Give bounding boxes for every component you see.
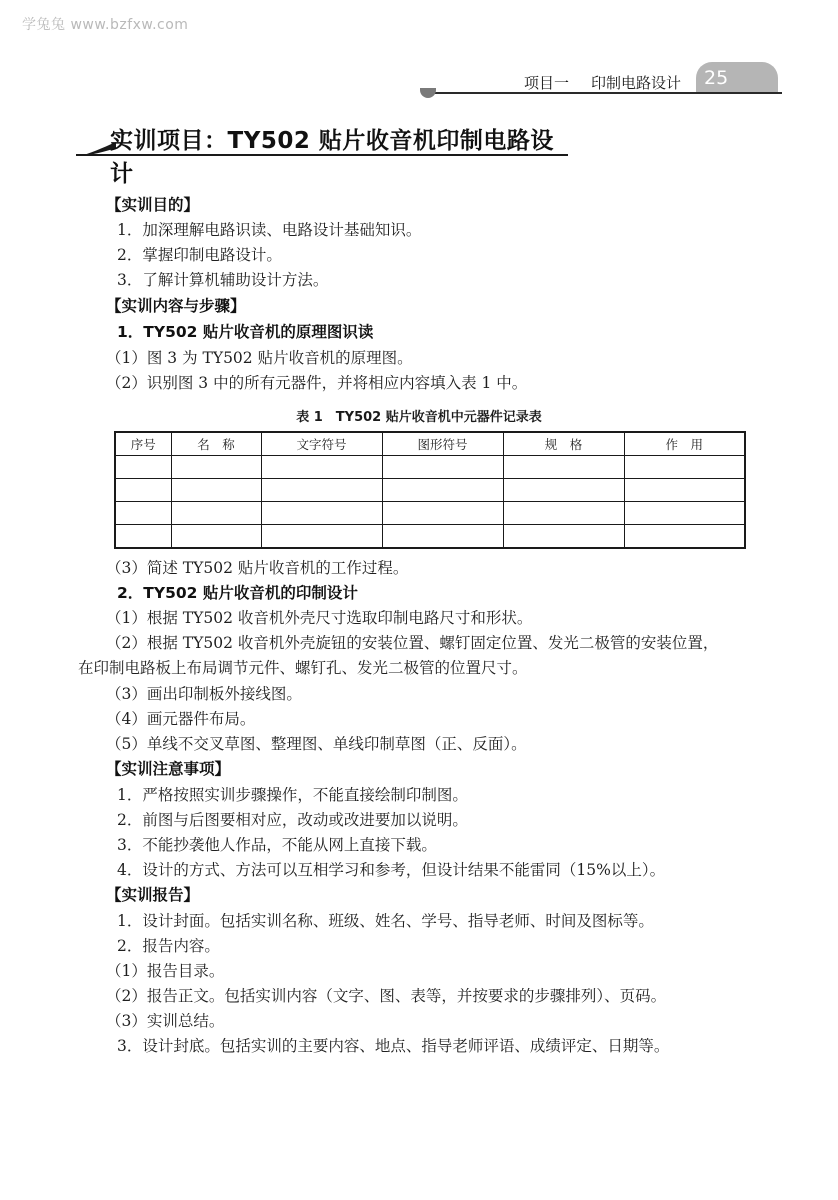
table-cell[interactable] <box>115 525 171 549</box>
table-row <box>115 502 745 525</box>
page-number-badge: 25 <box>696 62 778 92</box>
list-item-continuation: 在印制电路板上布局调节元件、螺钉孔、发光二极管的位置尺寸。 <box>78 659 528 677</box>
table-caption: 表 1 TY502 贴片收音机中元器件记录表 <box>296 410 542 425</box>
column-header: 名 称 <box>171 432 261 456</box>
list-item: 3．不能抄袭他人作品，不能从网上直接下载。 <box>117 836 437 854</box>
running-header <box>420 64 782 98</box>
page-title: 实训项目：TY502 贴片收音机印制电路设计 <box>110 128 554 187</box>
table-cell[interactable] <box>115 502 171 525</box>
section-heading-content: 【实训内容与步骤】 <box>106 297 246 315</box>
list-item: （3）画出印制板外接线图。 <box>106 685 302 703</box>
table-row <box>115 456 745 479</box>
table-cell[interactable] <box>503 456 624 479</box>
table-cell[interactable] <box>115 479 171 502</box>
list-item: 1．加深理解电路识读、电路设计基础知识。 <box>117 221 422 239</box>
watermark: 学兔兔 www.bzfxw.com <box>22 17 189 33</box>
list-item: （5）单线不交叉草图、整理图、单线印制草图（正、反面）。 <box>106 735 527 753</box>
table-cell[interactable] <box>171 525 261 549</box>
table-cell[interactable] <box>171 456 261 479</box>
column-header: 作 用 <box>624 432 745 456</box>
table-cell[interactable] <box>382 502 503 525</box>
column-header: 图形符号 <box>382 432 503 456</box>
list-item: 2．掌握印制电路设计。 <box>117 246 282 264</box>
header-project: 项目一 <box>524 74 570 92</box>
table-cell[interactable] <box>624 479 745 502</box>
list-item: （2）报告正文。包括实训内容（文字、图、表等，并按要求的步骤排列）、页码。 <box>106 987 667 1005</box>
list-item: 1．设计封面。包括实训名称、班级、姓名、学号、指导老师、时间及图标等。 <box>117 912 654 930</box>
list-item: （4）画元器件布局。 <box>106 710 256 728</box>
header-chapter: 印制电路设计 <box>591 74 682 92</box>
section-heading-notes: 【实训注意事项】 <box>106 760 231 778</box>
list-item: （1）图 3 为 TY502 贴片收音机的原理图。 <box>106 349 413 367</box>
table-cell[interactable] <box>624 525 745 549</box>
table-cell[interactable] <box>115 456 171 479</box>
table-cell[interactable] <box>261 456 382 479</box>
table-cell[interactable] <box>624 502 745 525</box>
table-cell[interactable] <box>624 456 745 479</box>
table-row <box>115 525 745 549</box>
table-cell[interactable] <box>382 479 503 502</box>
table-cell[interactable] <box>503 479 624 502</box>
table-cell[interactable] <box>382 525 503 549</box>
header-marker <box>420 88 436 98</box>
list-item: 3．了解计算机辅助设计方法。 <box>117 271 329 289</box>
table-row <box>115 479 745 502</box>
list-item: （3）实训总结。 <box>106 1012 225 1030</box>
component-record-table <box>114 431 746 549</box>
table-cell[interactable] <box>261 525 382 549</box>
table-header-row <box>115 432 745 456</box>
title-block <box>76 118 576 187</box>
subsection-heading-2: 2．TY502 贴片收音机的印制设计 <box>117 584 358 602</box>
table-cell[interactable] <box>503 525 624 549</box>
list-item: 4．设计的方式、方法可以互相学习和参考，但设计结果不能雷同（15%以上）。 <box>117 861 666 879</box>
section-heading-report: 【实训报告】 <box>106 886 200 904</box>
column-header: 文字符号 <box>261 432 382 456</box>
list-item: 2．前图与后图要相对应，改动或改进要加以说明。 <box>117 811 468 829</box>
list-item: （3）简述 TY502 贴片收音机的工作过程。 <box>106 559 409 577</box>
table-cell[interactable] <box>382 456 503 479</box>
column-header: 序号 <box>115 432 171 456</box>
list-item: 3．设计封底。包括实训的主要内容、地点、指导老师评语、成绩评定、日期等。 <box>117 1037 670 1055</box>
list-item: （1）报告目录。 <box>106 962 225 980</box>
section-heading-purpose: 【实训目的】 <box>106 196 200 214</box>
table-cell[interactable] <box>261 479 382 502</box>
list-item: （2）根据 TY502 收音机外壳旋钮的安装位置、螺钉固定位置、发光二极管的安装位置， <box>106 634 719 652</box>
table-cell[interactable] <box>171 502 261 525</box>
list-item: （1）根据 TY502 收音机外壳尺寸选取印制电路尺寸和形状。 <box>106 609 533 627</box>
table-cell[interactable] <box>261 502 382 525</box>
header-text <box>524 72 681 93</box>
subsection-heading-1: 1．TY502 贴片收音机的原理图识读 <box>117 323 374 341</box>
table-cell[interactable] <box>171 479 261 502</box>
table-cell[interactable] <box>503 502 624 525</box>
column-header: 规 格 <box>503 432 624 456</box>
list-item: 2．报告内容。 <box>117 937 220 955</box>
list-item: （2）识别图 3 中的所有元器件，并将相应内容填入表 1 中。 <box>106 374 528 392</box>
list-item: 1．严格按照实训步骤操作，不能直接绘制印制图。 <box>117 786 468 804</box>
